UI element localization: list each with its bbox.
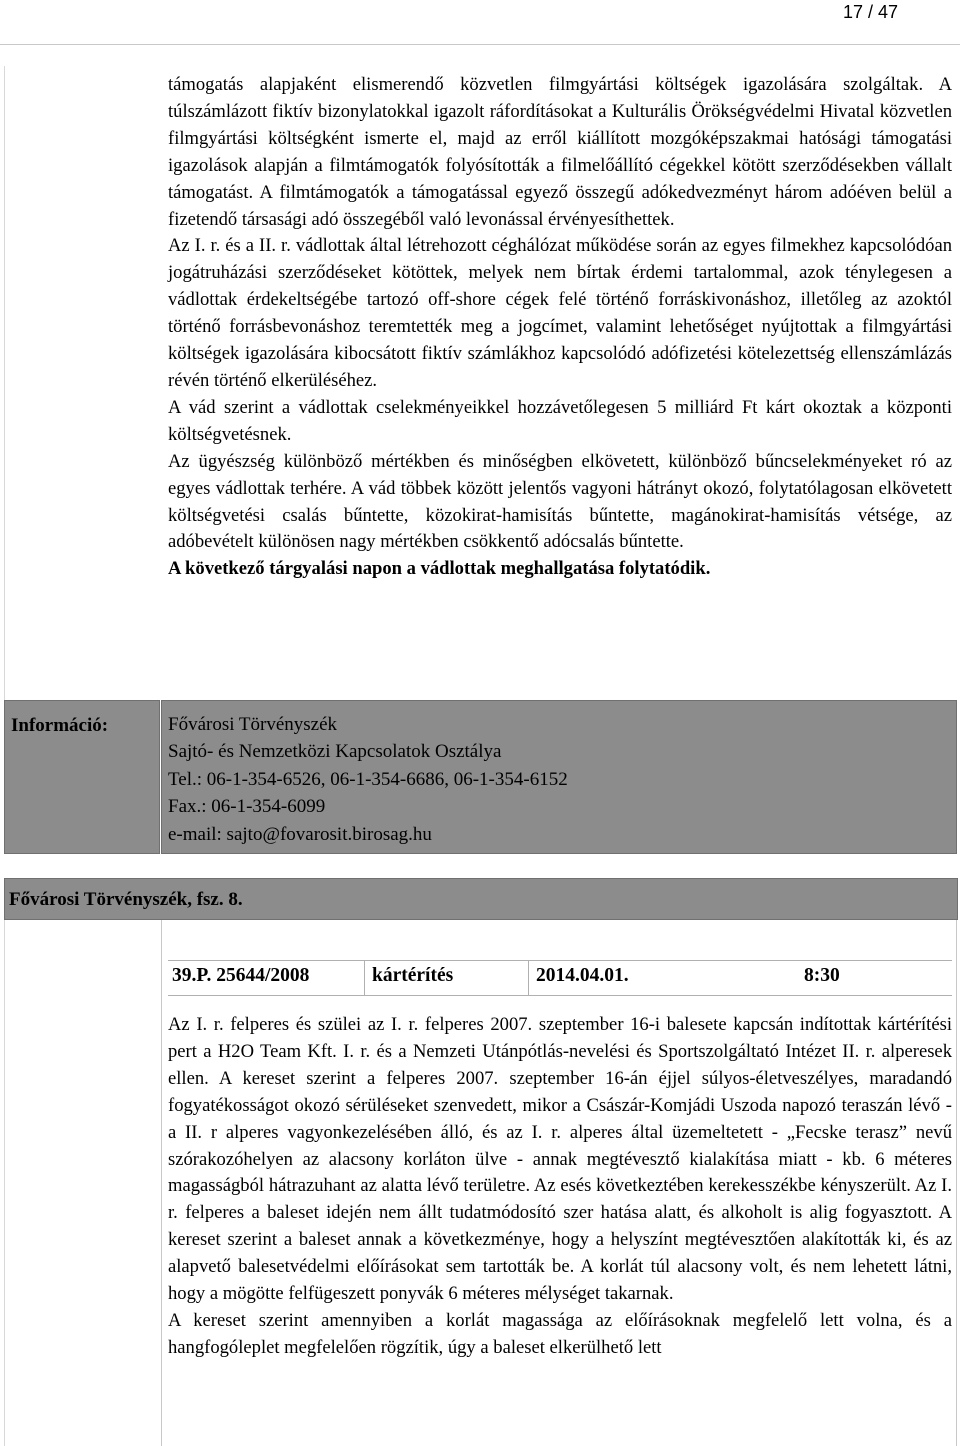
description-paragraph: Az ügyészség különböző mértékben és minőségben elkövetett, különböző bűncselekményeket ró az egyes vádlottak terhére. A vád többek között jelentős vagyoni hátrányt okozó, folytatólagosan elkövetett költségvetési csalás bűntette, közokirat-hamisítás bűntette, magánokirat-hamisítás vétsége, az adóbevételt különösen nagy mértékben csökkentő adócsalás bűntette. [168,450,952,553]
case-number: 39.P. 25644/2008 [172,965,310,986]
contact-info [168,711,568,848]
case-left-column [4,920,161,1446]
contact-fax: Fax.: 06-1-354-6099 [168,796,326,818]
description-paragraph: A vád szerint a vádlottak cselekményeikkel hozzávetőlegesen 5 milliárd Ft kárt okoztak a központi költségvetésnek. [168,396,952,445]
courtroom-title: Fővárosi Törvényszék, fsz. 8. [9,889,243,910]
courtroom-header [4,878,958,920]
column-divider [528,961,529,995]
case-date: 2014.04.01. [536,965,629,986]
contact-email: e-mail: sajto@fovarosit.birosag.hu [168,823,432,845]
info-label-cell [4,700,160,854]
info-label: Információ: [11,715,109,736]
next-hearing-note: A következő tárgyalási napon a vádlottak meghallgatása folytatódik. [168,558,711,580]
description-paragraph: támogatás alapjaként elismerendő közvetlen filmgyártási költségek igazolására szolgáltak. A túlszámlázott fiktív bizonylatokkal igazolt ráfordításokat a Kulturális Örökségvédelmi Hivatal közvetlen filmgyártási költségként ismerte el, majd az erről kiállított mozgóképszakmai hatósági támogatási igazolások alapján a filmtámogatók folyósították a filmelőállító cégekkel kötött szerződésekben vállalt támogatást. A filmtámogatók a támogatással egyező összegű adókedvezményt három adóéven belül a fizetendő társasági adó összegéből való levonással érvényesíthettek. [168,74,952,230]
column-divider [364,961,365,995]
case-description [168,72,952,583]
page-number: 17 / 47 [842,2,898,22]
case-time: 8:30 [804,965,840,986]
case-paragraph: A kereset szerint amennyiben a korlát magassága az előírásoknak megfelelő lett volna, és a hangfogóleplet megfelelően rögzítik, úgy a baleset elkerülhető lett [168,1309,952,1358]
contact-department: Sajtó- és Nemzetközi Kapcsolatok Osztálya [168,741,502,763]
header-divider [0,44,960,45]
case-paragraph: Az I. r. felperes és szülei az I. r. felperes 2007. szeptember 16-i balesete kapcsán indítottak kártérítési pert a H2O Team Kft. I. r. és a Nemzeti Utánpótlás-nevelési és Sportszolgáltató Intézet II. r. alperesek ellen. A kereset szerint a felperes 2007. szeptember 16-án éjjel súlyos-életveszélyes, maradandó fogyatékosságot okozó sérüléseket szenvedett, mikor a Császár-Komjádi Uszoda napozó teraszán lévő - a II. r alperes vagyonkezelésében álló, és az I. r. alperes által üzemeltetett - „Fecske terasz” nevű szórakozóhelyen az alacsony korláton ülve - annak megtévesztő kialakítása miatt - kb. 6 méteres magasságból hátrazuhant az alatta lévő területre. Az esés következtében kerekesszékbe kényszerült. Az I. r. felperes a baleset idején nem állt tudatmódosító szer hatása alatt, és alkoholt is alig fogyasztott. A kereset szerint a baleset annak a következménye, hogy a helyszínt megtévesztően alakították ki, és az alapvető balesetvédelmi előírásokat sem tartották be. A korlát túl alacsony volt, és nem lehetett látni, hogy a mögötte felfügeszett ponyvák 6 méteres mélységet takarnak. [168,1014,952,1305]
case-type: kártérítés [372,965,454,986]
case-body [168,1012,952,1362]
contact-phone: Tel.: 06-1-354-6526, 06-1-354-6686, 06-1-354-6152 [168,768,568,790]
contact-org: Fővárosi Törvényszék [168,714,338,735]
left-label-column [4,66,161,700]
contact-info-cell [161,700,957,854]
description-paragraph: Az I. r. és a II. r. vádlottak által létrehozott céghálózat működése során az egyes filmekhez kapcsolódóan jogátruházási szerződéseket kötöttek, melyek nem bírtak érdemi tartalommal, azok ténylegesen a vádlottak érdekeltségébe tartozó off-shore cégek felé történő forráskivonáshoz, illetőleg az azoktól történő forrásbevonáshoz teremtették meg a jogcímet, valamint lehetőséget nyújtottak a filmgyártási költségek igazolására kibocsátott fiktív számlákhoz kapcsolódó adófizetési kötelezettség ellenszámlázás révén történő elkerüléséhez. [168,235,952,391]
case-header-row [168,960,952,996]
